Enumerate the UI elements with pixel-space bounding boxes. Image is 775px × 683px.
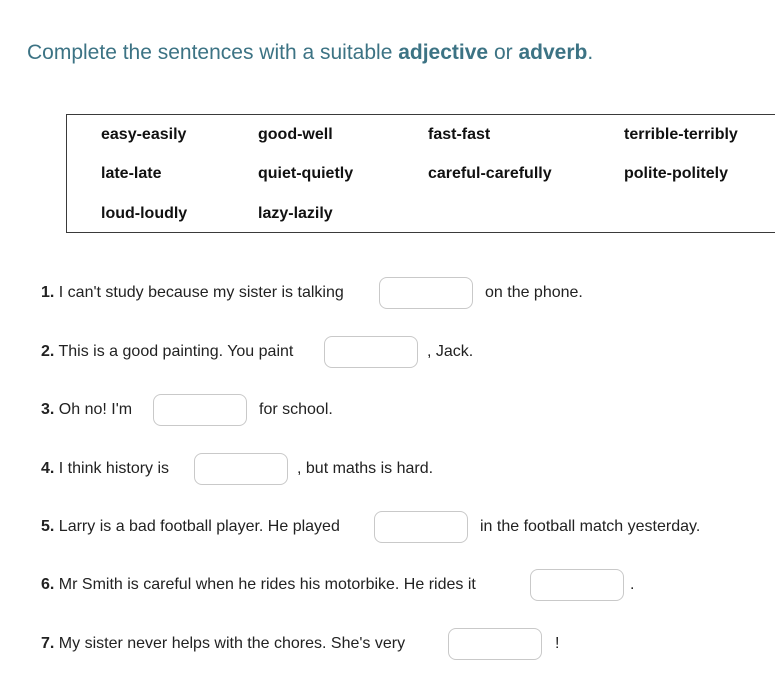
instruction-suffix: .: [587, 41, 594, 64]
answer-input-3[interactable]: [153, 394, 247, 426]
sentence-number: 4.: [41, 460, 55, 477]
sentence-6: [41, 568, 476, 602]
sentence-ending: on the phone.: [485, 284, 583, 301]
word-bank-item: terrible-terribly: [624, 126, 738, 143]
sentence-text: Oh no! I'm: [54, 401, 133, 418]
word-bank-item: good-well: [258, 126, 333, 143]
answer-input-5[interactable]: [374, 511, 468, 543]
sentence-ending: , but maths is hard.: [297, 460, 434, 477]
sentence-ending: , Jack.: [427, 343, 474, 360]
answer-input-2[interactable]: [324, 336, 418, 368]
sentence-7: [41, 627, 405, 661]
sentence-text: Mr Smith is careful when he rides his motorbike. He rides it: [54, 576, 476, 593]
sentence-text: Larry is a bad football player. He played: [54, 518, 340, 535]
sentence-number: 3.: [41, 401, 55, 418]
word-bank-item: fast-fast: [428, 126, 491, 143]
answer-input-4[interactable]: [194, 453, 288, 485]
answer-input-6[interactable]: [530, 569, 624, 601]
sentence-text: I think history is: [54, 460, 170, 477]
sentence-number: 5.: [41, 518, 55, 535]
sentence-ending: in the football match yesterday.: [480, 518, 701, 535]
sentence-number: 1.: [41, 284, 55, 301]
instruction-middle: or: [488, 41, 519, 64]
sentence-number: 6.: [41, 576, 55, 593]
answer-input-7[interactable]: [448, 628, 542, 660]
sentence-ending: !: [555, 635, 560, 652]
word-bank-item: quiet-quietly: [258, 165, 354, 182]
instruction-adverb: adverb: [518, 41, 588, 64]
sentence-5: [41, 510, 340, 544]
word-bank: [66, 114, 775, 233]
word-bank-item: late-late: [101, 165, 162, 182]
word-bank-item: polite-politely: [624, 165, 728, 182]
sentence-number: 2.: [41, 343, 55, 360]
sentence-text: This is a good painting. You paint: [54, 343, 294, 360]
word-bank-item: careful-carefully: [428, 165, 552, 182]
word-bank-item: lazy-lazily: [258, 205, 333, 222]
answer-input-1[interactable]: [379, 277, 473, 309]
sentence-number: 7.: [41, 635, 55, 652]
word-bank-item: loud-loudly: [101, 205, 188, 222]
sentence-text: My sister never helps with the chores. She's very: [54, 635, 406, 652]
sentence-3: [41, 393, 132, 427]
sentence-4: [41, 452, 169, 486]
sentence-text: I can't study because my sister is talking: [54, 284, 344, 301]
sentence-1: [41, 276, 344, 310]
sentence-ending: for school.: [259, 401, 333, 418]
word-bank-item: easy-easily: [101, 126, 187, 143]
instruction-prefix: Complete the sentences with a suitable: [27, 41, 399, 64]
instruction-adjective: adjective: [398, 41, 489, 64]
sentence-ending: .: [630, 576, 635, 593]
sentence-2: [41, 335, 293, 369]
instruction-title: [27, 41, 593, 65]
